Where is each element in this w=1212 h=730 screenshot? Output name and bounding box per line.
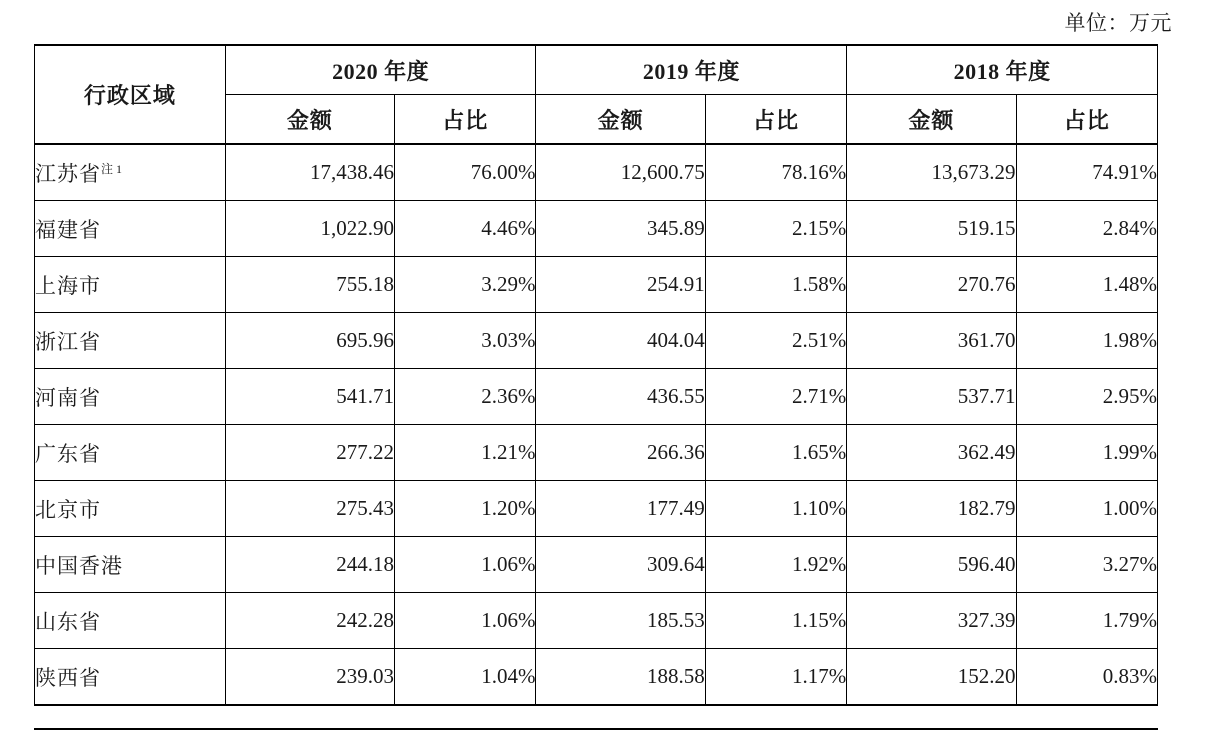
amount-cell: 152.20	[847, 649, 1016, 706]
amount-cell: 242.28	[225, 593, 394, 649]
amount-cell: 275.43	[225, 481, 394, 537]
ratio-cell: 1.92%	[705, 537, 846, 593]
table-body	[35, 144, 1158, 705]
region-cell	[35, 313, 226, 369]
ratio-cell: 76.00%	[395, 144, 536, 201]
amount-cell: 12,600.75	[536, 144, 705, 201]
ratio-cell: 1.20%	[395, 481, 536, 537]
ratio-cell: 1.10%	[705, 481, 846, 537]
region-label: 河南省	[35, 385, 101, 410]
region-cell	[35, 369, 226, 425]
table-row	[35, 537, 1158, 593]
table-row	[35, 313, 1158, 369]
amount-cell: 239.03	[225, 649, 394, 706]
amount-cell: 327.39	[847, 593, 1016, 649]
column-group-header-2020: 2020 年度	[225, 45, 536, 95]
region-label: 江苏省	[35, 161, 101, 186]
ratio-cell: 3.03%	[395, 313, 536, 369]
table-header	[35, 45, 1158, 144]
column-header-2020-ratio: 占比	[395, 95, 536, 145]
table-row	[35, 425, 1158, 481]
ratio-cell: 1.79%	[1016, 593, 1157, 649]
region-label: 广东省	[35, 441, 101, 466]
ratio-cell: 1.06%	[395, 537, 536, 593]
amount-cell: 177.49	[536, 481, 705, 537]
amount-cell: 13,673.29	[847, 144, 1016, 201]
regional-revenue-table	[34, 44, 1158, 706]
column-group-header-2019: 2019 年度	[536, 45, 847, 95]
column-header-2018-amount: 金额	[847, 95, 1016, 145]
unit-note: 单位：万元	[1064, 11, 1172, 35]
region-cell	[35, 201, 226, 257]
column-header-2019-amount: 金额	[536, 95, 705, 145]
ratio-cell: 1.98%	[1016, 313, 1157, 369]
ratio-cell: 1.04%	[395, 649, 536, 706]
region-cell	[35, 257, 226, 313]
table-row	[35, 201, 1158, 257]
amount-cell: 755.18	[225, 257, 394, 313]
region-cell	[35, 481, 226, 537]
region-label: 浙江省	[35, 329, 101, 354]
amount-cell: 436.55	[536, 369, 705, 425]
amount-cell: 182.79	[847, 481, 1016, 537]
ratio-cell: 2.95%	[1016, 369, 1157, 425]
amount-cell: 537.71	[847, 369, 1016, 425]
amount-cell: 1,022.90	[225, 201, 394, 257]
amount-cell: 17,438.46	[225, 144, 394, 201]
table-row	[35, 257, 1158, 313]
column-header-2018-ratio: 占比	[1016, 95, 1157, 145]
ratio-cell: 78.16%	[705, 144, 846, 201]
region-cell	[35, 649, 226, 706]
ratio-cell: 1.17%	[705, 649, 846, 706]
amount-cell: 270.76	[847, 257, 1016, 313]
amount-cell: 188.58	[536, 649, 705, 706]
region-label: 北京市	[35, 497, 101, 522]
ratio-cell: 1.58%	[705, 257, 846, 313]
amount-cell: 185.53	[536, 593, 705, 649]
region-label: 山东省	[35, 609, 101, 634]
region-cell	[35, 425, 226, 481]
table-row	[35, 481, 1158, 537]
table-header-row-years	[35, 45, 1158, 95]
ratio-cell: 1.15%	[705, 593, 846, 649]
amount-cell: 596.40	[847, 537, 1016, 593]
ratio-cell: 1.99%	[1016, 425, 1157, 481]
region-label: 福建省	[35, 217, 101, 242]
region-label: 陕西省	[35, 665, 101, 690]
ratio-cell: 3.29%	[395, 257, 536, 313]
amount-cell: 695.96	[225, 313, 394, 369]
amount-cell: 277.22	[225, 425, 394, 481]
amount-cell: 362.49	[847, 425, 1016, 481]
amount-cell: 254.91	[536, 257, 705, 313]
ratio-cell: 2.36%	[395, 369, 536, 425]
table-row	[35, 144, 1158, 201]
column-group-header-2018: 2018 年度	[847, 45, 1158, 95]
region-label: 中国香港	[35, 553, 123, 578]
ratio-cell: 0.83%	[1016, 649, 1157, 706]
region-label: 上海市	[35, 273, 101, 298]
ratio-cell: 1.65%	[705, 425, 846, 481]
table-row	[35, 593, 1158, 649]
amount-cell: 404.04	[536, 313, 705, 369]
ratio-cell: 2.51%	[705, 313, 846, 369]
ratio-cell: 74.91%	[1016, 144, 1157, 201]
ratio-cell: 1.00%	[1016, 481, 1157, 537]
column-header-region: 行政区域	[35, 45, 226, 144]
ratio-cell: 2.15%	[705, 201, 846, 257]
amount-cell: 244.18	[225, 537, 394, 593]
table-row	[35, 369, 1158, 425]
amount-cell: 541.71	[225, 369, 394, 425]
column-header-2019-ratio: 占比	[705, 95, 846, 145]
ratio-cell: 2.84%	[1016, 201, 1157, 257]
amount-cell: 309.64	[536, 537, 705, 593]
amount-cell: 345.89	[536, 201, 705, 257]
amount-cell: 266.36	[536, 425, 705, 481]
ratio-cell: 3.27%	[1016, 537, 1157, 593]
ratio-cell: 2.71%	[705, 369, 846, 425]
ratio-cell: 1.21%	[395, 425, 536, 481]
ratio-cell: 1.06%	[395, 593, 536, 649]
column-header-2020-amount: 金额	[225, 95, 394, 145]
region-cell	[35, 593, 226, 649]
amount-cell: 519.15	[847, 201, 1016, 257]
amount-cell: 361.70	[847, 313, 1016, 369]
ratio-cell: 1.48%	[1016, 257, 1157, 313]
region-cell	[35, 537, 226, 593]
table-row	[35, 649, 1158, 706]
ratio-cell: 4.46%	[395, 201, 536, 257]
region-cell	[35, 144, 226, 201]
footnote-marker: 注 1	[101, 161, 123, 176]
